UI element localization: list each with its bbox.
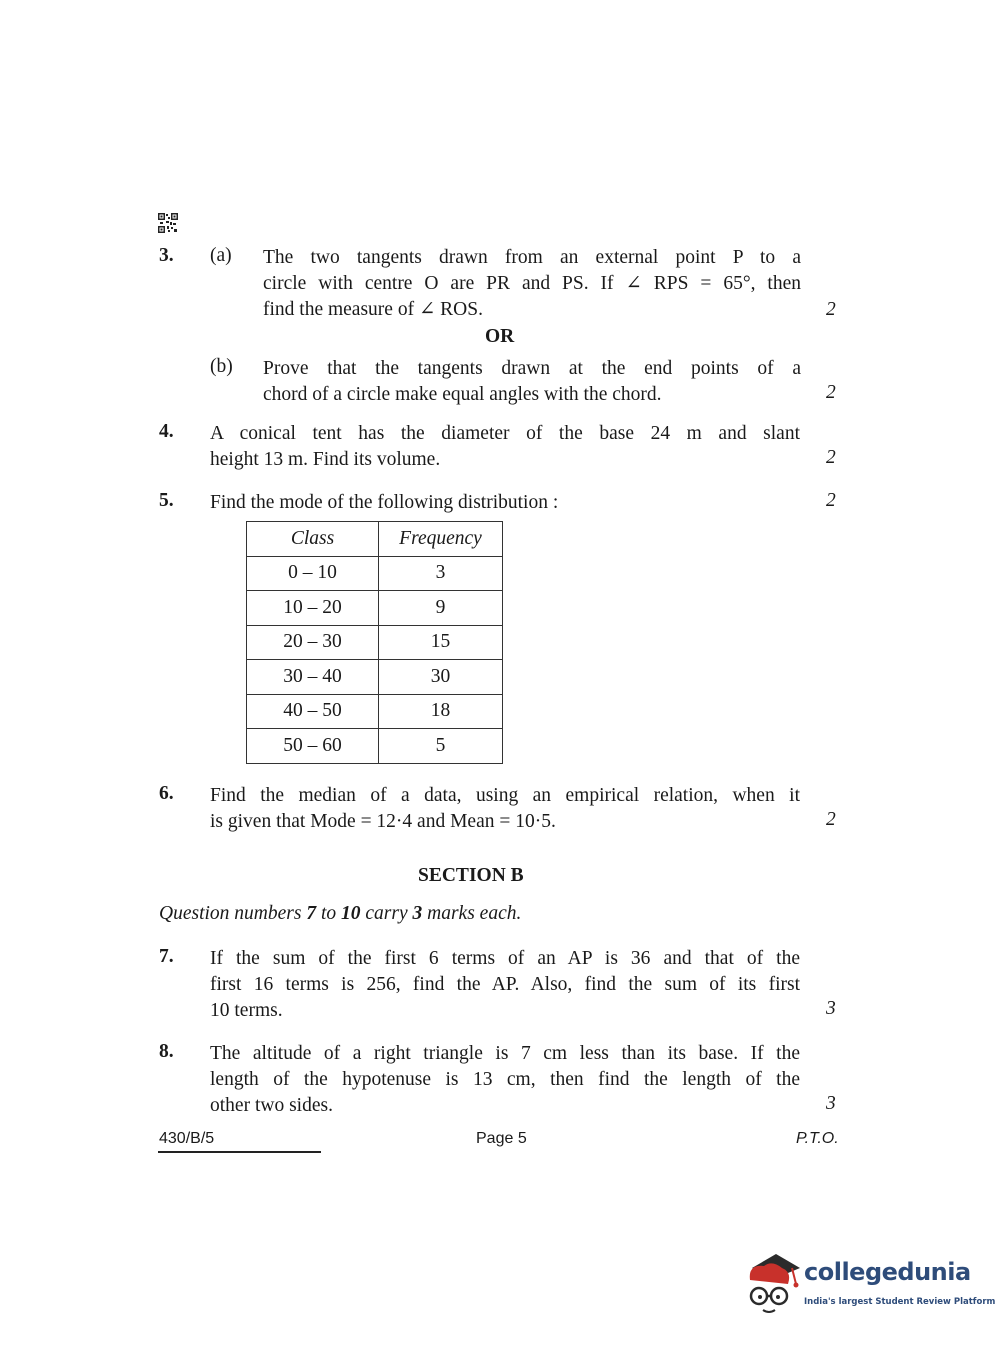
marks: 2 [826,490,836,511]
table-row [247,729,503,764]
text-line: circle with centre O are PR and PS. If ∠ RPS = 65°, then [263,273,801,294]
frequency-cell: 18 [379,694,503,729]
column-header-frequency: Frequency [379,522,503,557]
text-line: A conical tent has the diameter of the base 24 m and slant [210,423,800,444]
frequency-cell: 30 [379,660,503,695]
paper-code: 430/B/5 [159,1130,215,1147]
question-number: 8. [159,1041,174,1062]
question-number: 5. [159,490,174,511]
table-row [247,556,503,591]
logo-wordmark: collegedunia [804,1258,971,1286]
marks: 2 [826,447,836,468]
frequency-table [246,521,503,764]
question-3b-text [263,356,801,408]
option-label-a: (a) [210,245,232,266]
marks: 2 [826,299,836,320]
section-title: SECTION B [418,865,524,886]
or-separator: OR [485,326,515,347]
option-label-b: (b) [210,356,233,377]
question-6-text [210,783,800,835]
text-line: first 16 terms is 256, find the AP. Also, find the sum of its first [210,974,800,995]
frequency-cell: 9 [379,591,503,626]
marks: 3 [826,1093,836,1114]
marks: 3 [826,998,836,1019]
class-cell: 30 – 40 [247,660,379,695]
question-number: 4. [159,421,174,442]
marks: 2 [826,382,836,403]
instr-number: 3 [412,903,423,924]
text-line: 10 terms. [210,1000,283,1021]
column-header-class: Class [247,522,379,557]
text-line: height 13 m. Find its volume. [210,449,441,470]
mascot-icon [742,1250,804,1320]
pto-label: P.T.O. [796,1130,839,1147]
footer-divider [158,1151,321,1153]
table-row [247,694,503,729]
logo-tagline: India's largest Student Review Platform [804,1297,996,1307]
frequency-cell: 15 [379,625,503,660]
question-7-text [210,946,800,1024]
marks: 2 [826,809,836,830]
question-number: 3. [159,245,174,266]
text-line: chord of a circle make equal angles with the chord. [263,384,662,405]
instr-number: 7 [306,903,317,924]
page-number: Page 5 [476,1130,527,1147]
text-line: If the sum of the first 6 terms of an AP is 36 and that of the [210,948,800,969]
instr-number: 10 [341,903,361,924]
question-3a-text [263,245,801,323]
text-line: Find the median of a data, using an empirical relation, when it [210,785,800,806]
question-number: 6. [159,783,174,804]
table-row [247,660,503,695]
instr-text: carry [360,903,413,924]
table-header-row [247,522,503,557]
class-cell: 20 – 30 [247,625,379,660]
text-line: The two tangents drawn from an external point P to a [263,247,801,268]
instr-text: to [316,903,341,924]
question-5-text: Find the mode of the following distribution : [210,492,559,513]
question-number: 7. [159,946,174,967]
qr-code-icon [158,213,178,233]
frequency-cell: 5 [379,729,503,764]
section-instructions [159,903,521,925]
text-line: length of the hypotenuse is 13 cm, then find the length of the [210,1069,800,1090]
class-cell: 50 – 60 [247,729,379,764]
class-cell: 40 – 50 [247,694,379,729]
text-line: Prove that the tangents drawn at the end points of a [263,358,801,379]
instr-text: Question numbers [159,903,307,924]
question-8-text [210,1041,800,1119]
text-line: find the measure of ∠ ROS. [263,299,483,320]
collegedunia-logo [742,1250,996,1320]
class-cell: 0 – 10 [247,556,379,591]
text-line: other two sides. [210,1095,333,1116]
class-cell: 10 – 20 [247,591,379,626]
text-line: The altitude of a right triangle is 7 cm less than its base. If the [210,1043,800,1064]
table-row [247,625,503,660]
instr-text: marks each. [422,903,522,924]
frequency-cell: 3 [379,556,503,591]
question-4-text [210,421,800,473]
text-line: is given that Mode = 12·4 and Mean = 10·5. [210,811,556,832]
table-row [247,591,503,626]
